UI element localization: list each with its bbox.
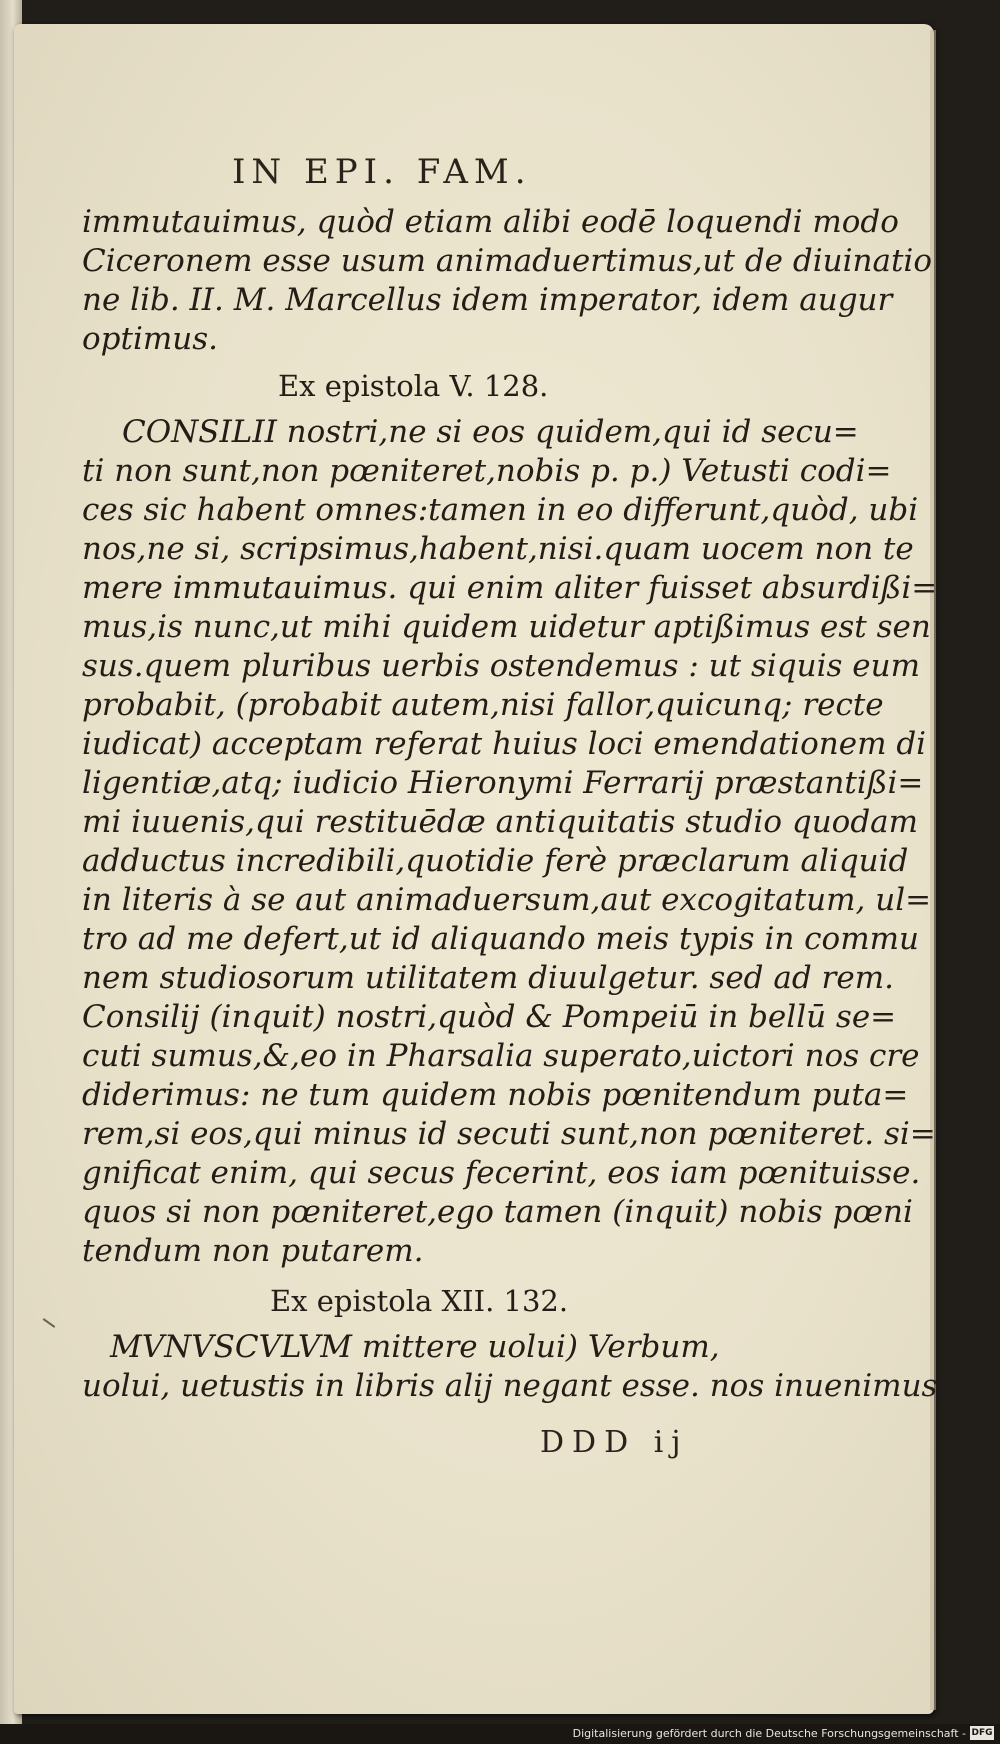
dfg-logo: DFG [971,1728,993,1738]
signature-mark: DDD ij [540,1425,689,1460]
text-line: cuti sumus,&,eo in Pharsalia superato,uictori nos cre [82,1038,920,1074]
text-line: ti non sunt,non pœniteret,nobis p. p.) Vetusti codi= [82,453,892,489]
text-line: adductus incredibili,quotidie ferè præclarum aliquid [82,843,909,879]
text-line: tendum non putarem. [82,1233,424,1269]
text-line: CONSILII nostri,ne si eos quidem,qui id secu= [122,414,859,450]
text-line: sus.quem pluribus uerbis ostendemus : ut siquis eum [82,648,920,684]
text-line: in literis à se aut animaduersum,aut excogitatum, ul= [82,882,932,918]
text-line: gnificat enim, qui secus fecerint, eos iam pœnituisse. [82,1155,921,1191]
text-line: diderimus: ne tum quidem nobis pœnitendum puta= [82,1077,909,1113]
text-line: MVNVSCVLVM mittere uolui) Verbum, [110,1329,720,1365]
text-line: uolui, uetustis in libris alij negant esse. nos inuenimus [82,1368,938,1404]
text-line: immutauimus, quòd etiam alibi eodē loquendi modo [82,204,899,240]
text-line: nem studiosorum utilitatem diuulgetur. sed ad rem. [82,960,894,996]
text-line: ces sic habent omnes:tamen in eo differunt,quòd, ubi [82,492,919,528]
section-heading: Ex epistola XII. 132. [270,1284,569,1318]
text-line: tro ad me defert,ut id aliquando meis typis in commu [82,921,919,957]
text-line: ligentiæ,atq; iudicio Hieronymi Ferrarij præstantißi= [82,765,924,801]
text-line: mi iuuenis,qui restituēdæ antiquitatis studio quodam [82,804,919,840]
text-line: optimus. [82,321,219,357]
page-edge [930,30,936,1710]
digitization-credit: Digitalisierung gefördert durch die Deutsche Forschungsgemeinschaft - [572,1727,966,1740]
text-line: Ciceronem esse usum animaduertimus,ut de diuinatio [82,243,932,279]
text-line: mus,is nunc,ut mihi quidem uidetur aptißimus est sen [82,609,931,645]
text-line: probabit, (probabit autem,nisi fallor,quicunq; recte [82,687,884,723]
text-line: Consilij (inquit) nostri,quòd & Pompeiū in bellū se= [82,999,897,1035]
text-line: nos,ne si, scripsimus,habent,nisi.quam uocem non te [82,531,914,567]
running-head: IN EPI. FAM. [232,152,532,192]
section-heading: Ex epistola V. 128. [278,369,549,403]
text-line: ne lib. II. M. Marcellus idem imperator, idem augur [82,282,893,318]
text-line: quos si non pœniteret,ego tamen (inquit) nobis pœni [82,1194,913,1230]
text-line: rem,si eos,qui minus id secuti sunt,non pœniteret. si= [82,1116,936,1152]
text-line: mere immutauimus. qui enim aliter fuisset absurdißi= [82,570,938,606]
text-line: iudicat) acceptam referat huius loci emendationem di [82,726,927,762]
